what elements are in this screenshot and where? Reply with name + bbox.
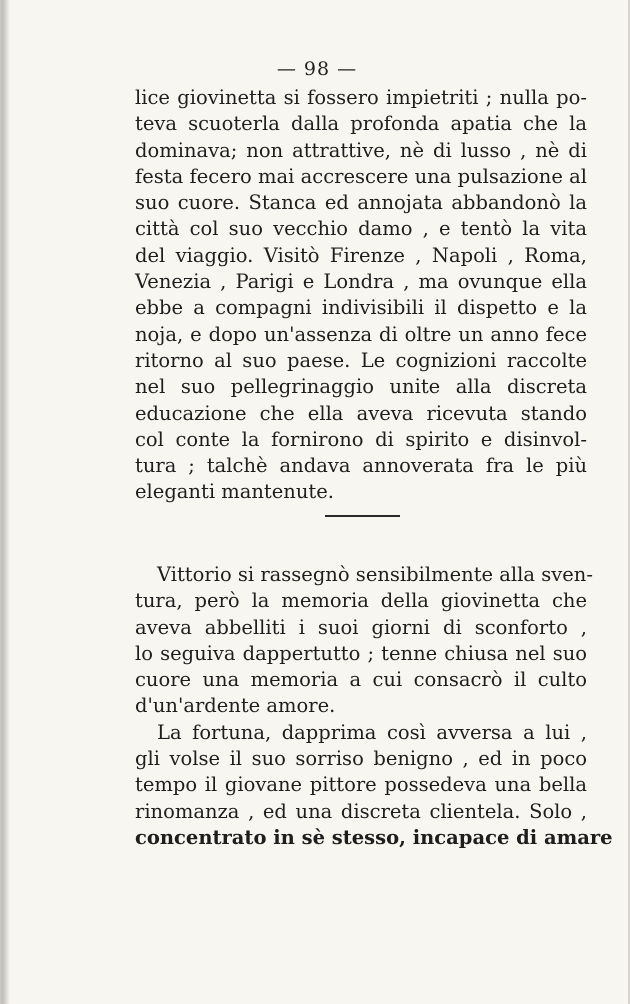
text-line: suo cuore. Stanca ed annojata abbandonò la	[135, 191, 587, 215]
text-line: città col suo vecchio damo , e tentò la vita	[135, 217, 587, 241]
text-line: rinomanza , ed una discreta clientela. Solo ,	[135, 799, 587, 823]
text-line: del viaggio. Visitò Firenze , Napoli , Roma,	[135, 243, 587, 267]
text-line: ritorno al suo paese. Le cognizioni raccolte	[135, 348, 587, 372]
text-line: La fortuna, dapprima così avversa a lui ,	[157, 720, 587, 744]
paragraph-2	[135, 562, 613, 851]
text-line: tura, però la memoria della giovinetta che	[135, 589, 587, 613]
paragraph-1	[135, 85, 587, 506]
text-line: lo seguiva dappertutto ; tenne chiusa nel suo	[135, 641, 587, 665]
text-line: Venezia , Parigi e Londra , ma ovunque ella	[135, 270, 587, 294]
text-line: tura ; talchè andava annoverata fra le più	[135, 454, 587, 478]
text-line: educazione che ella aveva ricevuta stando	[135, 401, 587, 425]
text-line: gli volse il suo sorriso benigno , ed in poco	[135, 747, 587, 771]
text-line: Vittorio si rassegnò sensibilmente alla sven-	[157, 563, 593, 586]
text-line: tempo il giovane pittore possedeva una bella	[135, 773, 587, 797]
text-line: cuore una memoria a cui consacrò il culto	[135, 668, 587, 692]
text-line: teva scuoterla dalla profonda apatia che la	[135, 112, 587, 136]
text-line: eleganti mantenute.	[135, 480, 334, 504]
text-line: concentrato in sè stesso, incapace di amare	[135, 825, 613, 849]
text-line: dominava; non attrattive, nè di lusso , nè di	[135, 138, 587, 162]
text-line: nel suo pellegrinaggio unite alla discreta	[135, 375, 587, 399]
page-edge-shadow	[2, 0, 10, 1004]
text-line: ebbe a compagni indivisibili il dispetto e la	[135, 296, 587, 320]
text-line: festa fecero mai accrescere una pulsazione al	[135, 164, 587, 188]
text-line: noja, e dopo un'assenza di oltre un anno fece	[135, 322, 587, 346]
page-number: — 98 —	[276, 58, 358, 80]
section-divider	[325, 515, 400, 517]
text-line: lice giovinetta si fossero impietriti ; nulla po-	[135, 86, 587, 109]
text-line: d'un'ardente amore.	[135, 694, 336, 718]
text-line: col conte la fornirono di spirito e disinvol-	[135, 427, 587, 451]
text-line: aveva abbelliti i suoi giorni di sconforto ,	[135, 615, 587, 639]
